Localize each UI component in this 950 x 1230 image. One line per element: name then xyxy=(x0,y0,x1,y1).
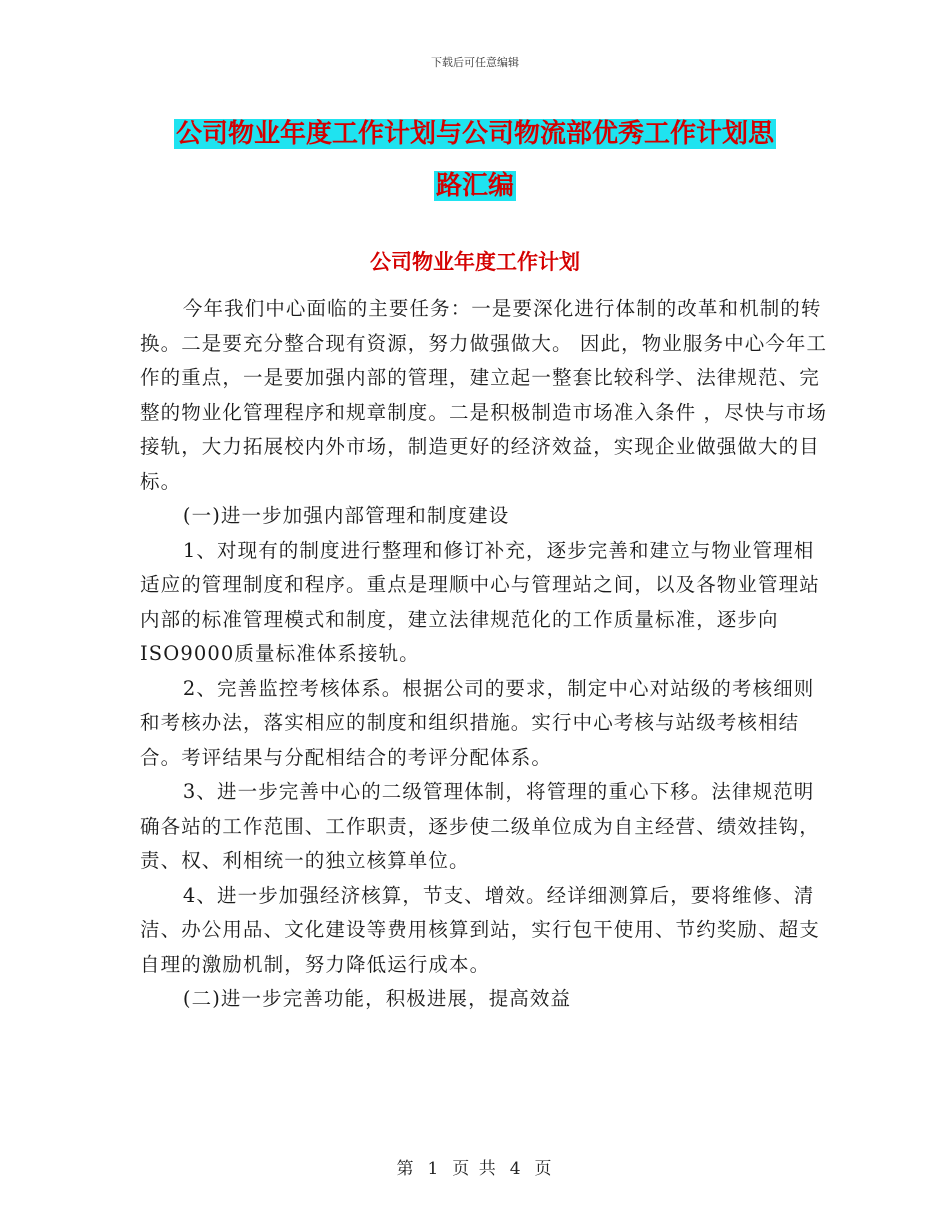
page-header-note: 下载后可任意编辑 xyxy=(431,56,519,69)
footer-mid: 页 共 xyxy=(452,1159,498,1179)
document-title xyxy=(140,108,810,212)
title-line-2: 路汇编 xyxy=(435,171,514,201)
page-footer xyxy=(0,1154,950,1179)
footer-total-pages: 4 xyxy=(509,1159,523,1179)
paragraph-item-1: 1、对现有的制度进行整理和修订补充，逐步完善和建立与物业管理相适应的管理制度和程序。重点是理顺中心与管理站之间，以及各物业管理站内部的标准管理模式和制度，建立法律规范化的工作质量标准，逐步向ISO9000质量标准体系接轨。 xyxy=(140,538,820,665)
paragraph-intro: 今年我们中心面临的主要任务：一是要深化进行体制的改革和机制的转换。二是要充分整合现有资源，努力做强做大。 因此，物业服务中心今年工作的重点，一是要加强内部的管理，建立起一整套比较科学、法律规范、完整的物业化管理程序和规章制度。二是积极制造市场准入条件 ，尽快与市场接轨，大力拓展校内外市场，制造更好的经济效益，实现企业做强做大的目标。 xyxy=(140,297,828,493)
paragraph-item-3: 3、进一步完善中心的二级管理体制，将管理的重心下移。法律规范明确各站的工作范围、工作职责，逐步使二级单位成为自主经营、绩效挂钩，责、权、利相统一的独立核算单位。 xyxy=(140,780,820,872)
paragraph-item-4: 4、进一步加强经济核算，节支、增效。经详细测算后，要将维修、清洁、办公用品、文化建设等费用核算到站，实行包干使用、节约奖励、超支自理的激励机制，努力降低运行成本。 xyxy=(140,883,820,976)
section-title: 公司物业年度工作计划 xyxy=(370,250,580,274)
subheading-1: (一)进一步加强内部管理和制度建设 xyxy=(182,504,510,527)
document-body xyxy=(140,292,830,1017)
footer-suffix: 页 xyxy=(534,1159,554,1179)
title-line-1: 公司物业年度工作计划与公司物流部优秀工作计划思 xyxy=(175,119,774,149)
subheading-2: (二)进一步完善功能，积极进展，提高效益 xyxy=(182,987,572,1010)
footer-page-number: 1 xyxy=(427,1159,441,1179)
footer-prefix: 第 xyxy=(396,1159,416,1179)
paragraph-item-2: 2、完善监控考核体系。根据公司的要求，制定中心对站级的考核细则和考核办法，落实相应的制度和组织措施。实行中心考核与站级考核相结合。考评结果与分配相结合的考评分配体系。 xyxy=(140,676,815,769)
